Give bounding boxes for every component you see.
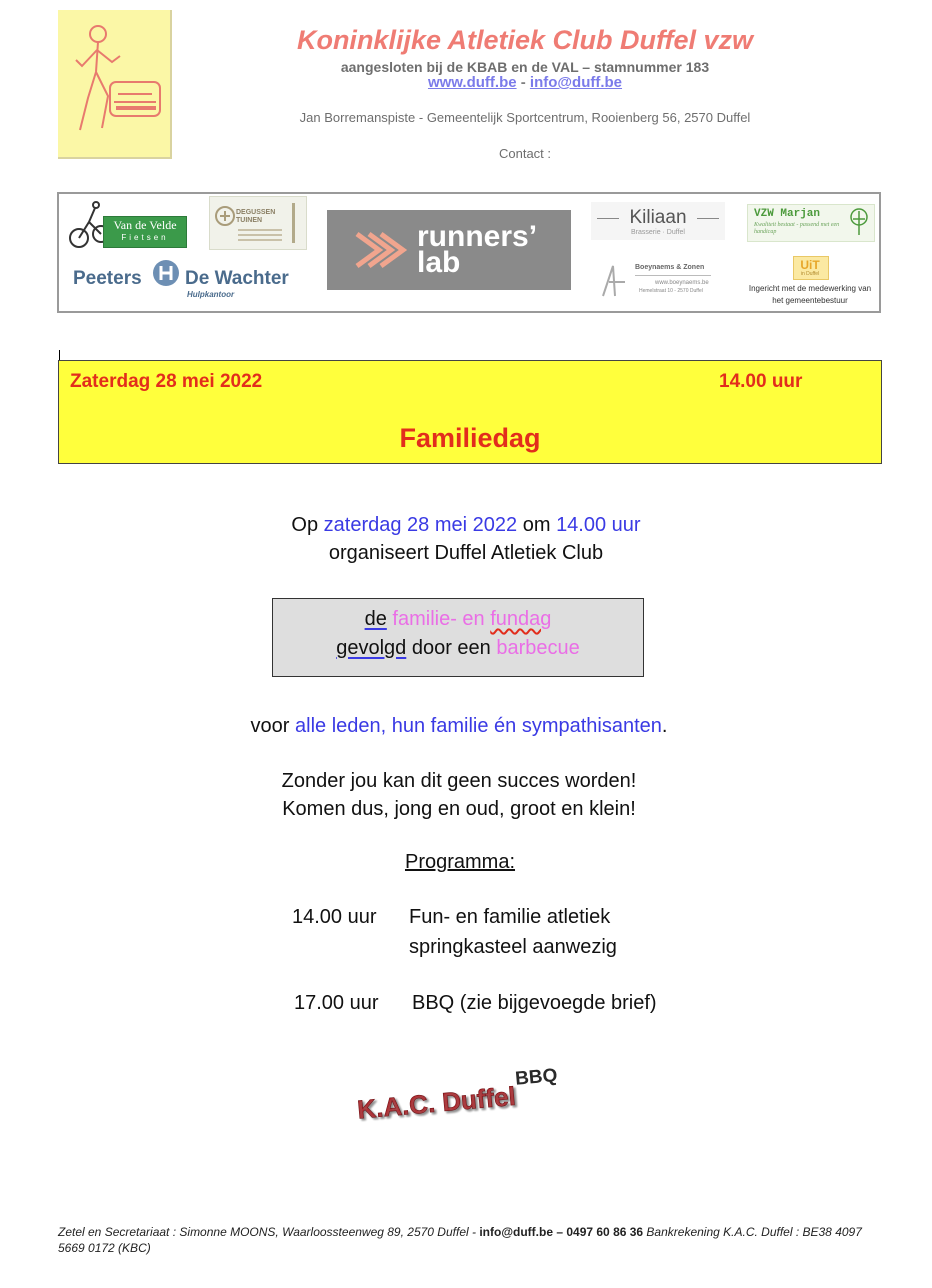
program-title: Programma: [404,851,516,873]
van-de-velde-sub: Fietsen [121,233,169,242]
van-de-velde-name: Van de Velde [113,218,177,232]
activity-de: de [364,608,387,630]
cta-line-1: Zonder jou kan dit geen succes worden! [281,770,637,792]
sponsor-banner [57,192,881,313]
program-item-1-line-1: Fun- en familie atletiek [409,906,611,928]
boeynaems-addr: Hemelstraat 10 - 2570 Duffel [639,288,703,294]
audience-who: alle leden, hun familie én sympathisanten [295,715,662,737]
banner-title: Familiedag [399,423,541,453]
website-link[interactable]: www.duff.be [427,74,517,91]
activity-fundag: fundag [490,608,552,630]
kac-duffel-bbq-logo [352,1055,582,1125]
footer-contact: info@duff.be – 0497 60 86 36 [479,1225,644,1239]
sponsor-degussen [209,196,307,250]
event-banner [58,360,882,464]
activity-gevolgd: gevolgd [336,637,407,659]
sponsor-uit [745,256,875,306]
uit-sub: in Duffel [800,271,820,277]
uit-name: UiT [800,258,820,272]
uit-note-1: Ingericht met de medewerking van [748,284,872,293]
activity-barbecue: barbecue [496,637,580,659]
club-links [180,74,870,91]
dewachter-sub: Hulpkantoor [187,290,235,299]
cta-line-2: Komen dus, jong en oud, groot en klein! [282,798,636,820]
footer-part-2: Bankrekening K.A.C. Duffel : BE38 4097 5669 0172 (KBC) [58,1225,862,1255]
activity-door: door een [411,637,491,659]
audience-line [0,715,918,738]
audience-voor: voor [250,715,290,737]
program-item-1-time: 14.00 uur [292,906,377,928]
intro-om: om [522,514,551,536]
boeynaems-url: www.boeynaems.be [655,280,709,286]
runners-lab-line1: runners’ [417,220,538,253]
sponsor-vzw-marjan [747,204,875,242]
peeters-name: Peeters [73,268,142,289]
page-footer [58,1224,878,1256]
email-link[interactable]: info@duff.be [529,74,623,91]
boeynaems-name: Boeynaems & Zonen [635,264,705,271]
sponsor-peeters-dewachter [73,258,305,302]
dewachter-name: De Wachter [185,268,289,289]
bbq-logo-main: K.A.C. Duffel [355,1080,517,1125]
club-logo [58,10,172,159]
program-item-1-line-2: springkasteel aanwezig [409,936,617,958]
activity-line-2 [273,637,643,660]
figure-icon [846,207,872,239]
activity-line-1 [273,608,643,631]
leaf-icon [214,205,236,227]
kiliaan-name: Kiliaan [629,207,687,228]
program-item-2-time: 17.00 uur [294,992,379,1014]
vzw-marjan-name: VZW Marjan [754,208,821,220]
audience-end: . [661,715,668,737]
runners-lab-line2: lab [417,246,461,279]
program-item-2-line-1: BBQ (zie bijgevoegde brief) [412,992,657,1014]
club-title: Koninklijke Atletiek Club Duffel vzw [296,25,754,55]
kiliaan-sub: Brasserie · Duffel [631,229,685,236]
intro-op: Op [291,514,319,536]
intro-line-1 [0,514,932,537]
runner-icon [58,10,170,157]
activity-box [272,598,644,677]
sponsor-kiliaan [591,202,725,240]
crane-icon [599,262,629,298]
degussen-name: DEGUSSEN TUINEN [236,209,276,224]
club-subtitle: aangesloten bij de KBAB en de VAL – stamnummer 183 [340,59,710,75]
club-contact: Contact : [498,146,552,161]
uit-note-2: het gemeentebestuur [772,296,848,305]
sponsor-van-de-velde [69,198,187,250]
vzw-marjan-sub: Kwaliteit bestaat - passend met een handicap [754,222,840,235]
intro-date: zaterdag 28 mei 2022 [323,514,518,536]
sponsor-runners-lab [327,210,571,290]
bbq-logo-tag: BBQ [514,1065,559,1090]
activity-familie: familie- en [392,608,485,630]
banner-time: 14.00 uur [719,371,803,392]
footer-part-1: Zetel en Secretariaat : Simonne MOONS, Waarloossteenweg 89, 2570 Duffel - [58,1225,480,1239]
link-separator: - [520,74,526,91]
intro-line-2: organiseert Duffel Atletiek Club [328,542,604,564]
intro-time: 14.00 uur [556,514,641,536]
chevrons-icon [353,230,407,270]
club-address: Jan Borremanspiste - Gemeentelijk Sportcentrum, Rooienberg 56, 2570 Duffel [299,110,751,125]
sponsor-boeynaems [599,260,719,304]
h-logo-icon [151,258,181,288]
banner-date: Zaterdag 28 mei 2022 [70,371,263,392]
